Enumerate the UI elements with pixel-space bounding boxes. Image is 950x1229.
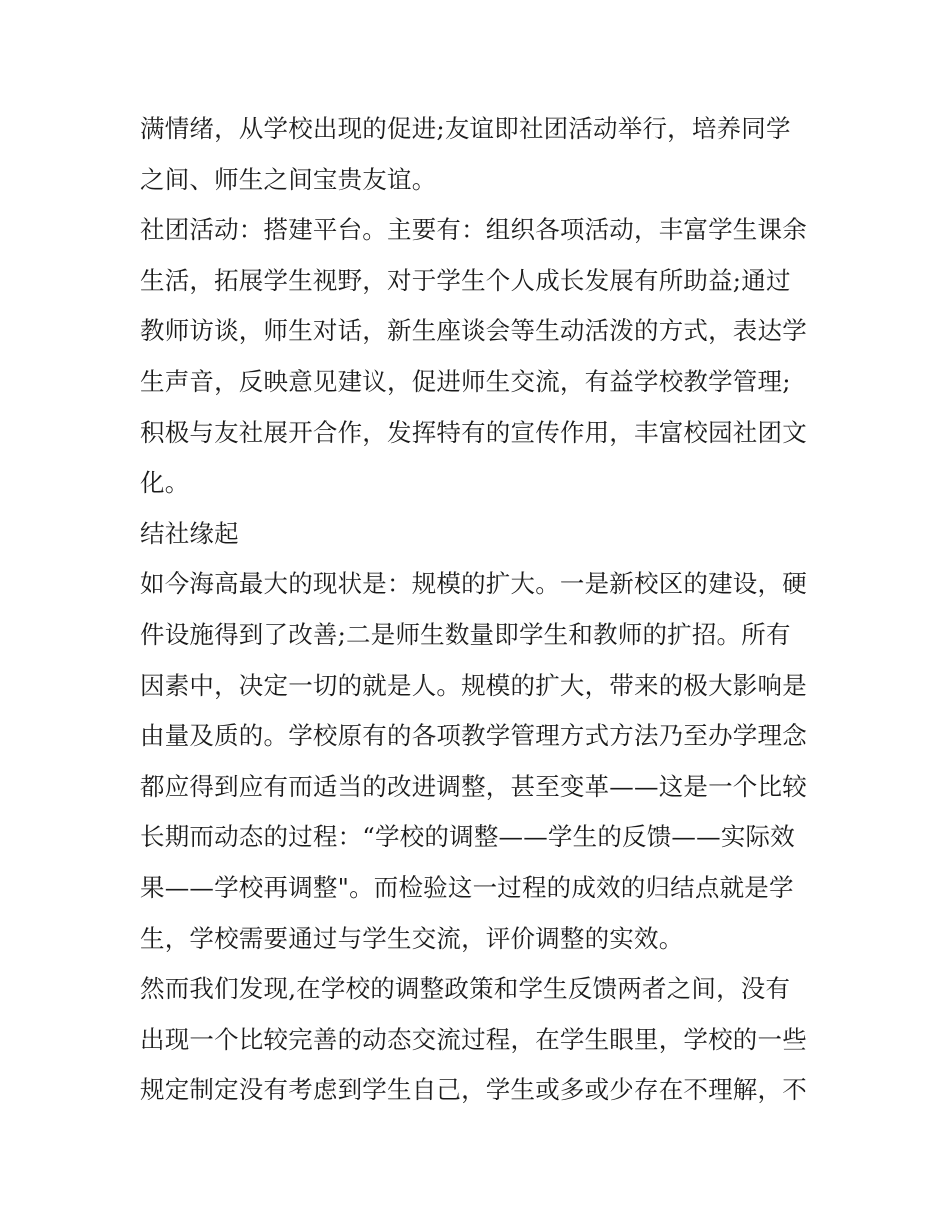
text-line-10: 如今海高最大的现状是：规模的扩大。一是新校区的建设，硬 — [140, 569, 807, 599]
text-line-11: 件设施得到了改善;二是师生数量即学生和教师的扩招。所有 — [140, 619, 791, 649]
text-line-3: 社团活动：搭建平台。主要有：组织各项活动，丰富学生课余 — [140, 215, 807, 245]
text-line-1: 满情绪，从学校出现的促进;友谊即社团活动举行，培养同学 — [140, 114, 791, 143]
text-line-2: 之间、师生之间宝贵友谊。 — [140, 164, 437, 194]
text-line-7: 积极与友社展开合作，发挥特有的宣传作用，丰富校园社团文 — [140, 417, 807, 447]
text-line-8: 化。 — [140, 468, 190, 498]
text-line-12: 因素中，决定一切的就是人。规模的扩大，带来的极大影响是 — [140, 670, 807, 700]
section-heading: 结社缘起 — [140, 518, 239, 548]
text-line-4: 生活，拓展学生视野，对于学生个人成长发展有所助益;通过 — [140, 265, 791, 295]
text-line-13: 由量及质的。学校原有的各项教学管理方式方法乃至办学理念 — [140, 721, 807, 751]
text-line-6: 生声音，反映意见建议，促进师生交流，有益学校教学管理; — [140, 366, 791, 396]
text-line-16: 果——学校再调整"。而检验这一过程的成效的归结点就是学 — [140, 872, 794, 902]
text-line-5: 教师访谈，师生对话，新生座谈会等生动活泼的方式，表达学 — [140, 316, 807, 346]
text-line-18: 然而我们发现,在学校的调整政策和学生反馈两者之间，没有 — [140, 974, 791, 1004]
text-line-15: 长期而动态的过程：“学校的调整——学生的反馈——实际效 — [140, 822, 795, 852]
text-line-17: 生，学校需要通过与学生交流，评价调整的实效。 — [140, 923, 684, 953]
text-line-20: 规定制定没有考虑到学生自己，学生或多或少存在不理解，不 — [140, 1075, 807, 1105]
text-line-14: 都应得到应有而适当的改进调整，甚至变革——这是一个比较 — [140, 771, 807, 801]
body-text — [140, 104, 815, 1116]
text-line-19: 出现一个比较完善的动态交流过程，在学生眼里，学校的一些 — [140, 1024, 807, 1054]
